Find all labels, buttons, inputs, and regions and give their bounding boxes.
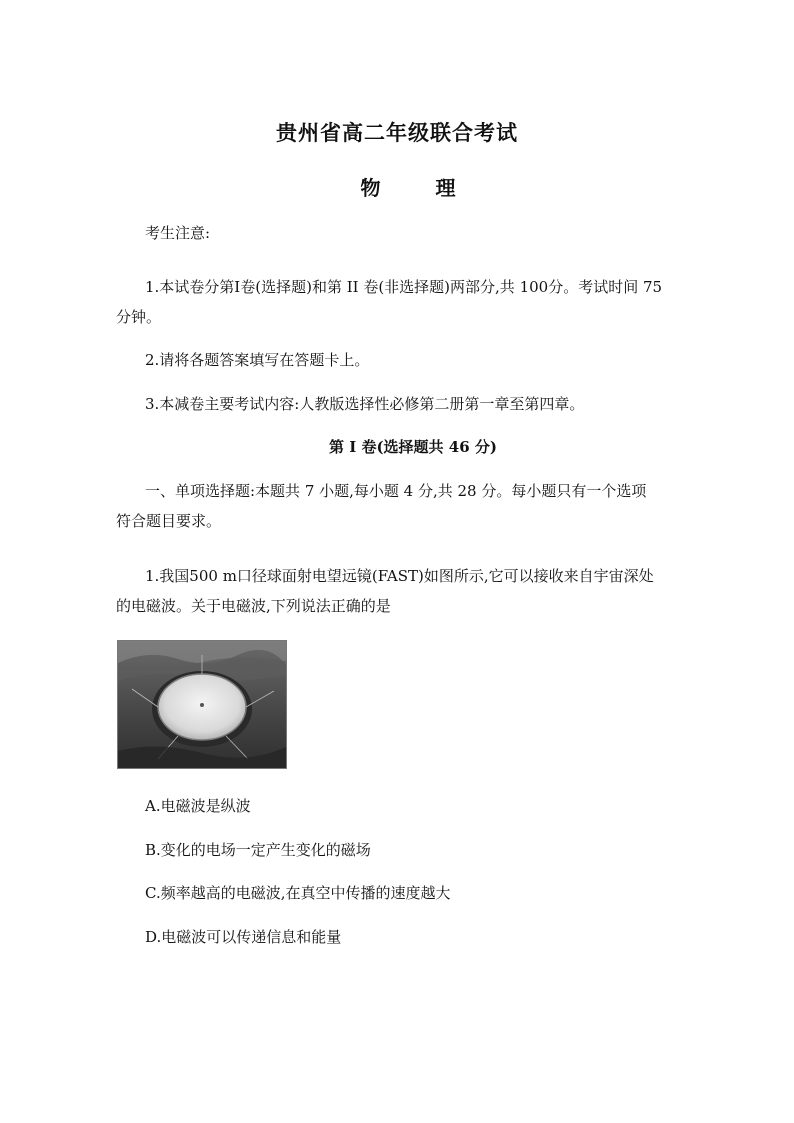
- notice-item-1-continued: 分钟。: [116, 308, 162, 326]
- option-c: C.频率越高的电磁波,在真空中传播的速度越大: [145, 884, 451, 902]
- fast-telescope-photo: [117, 640, 287, 769]
- option-b: B.变化的电场一定产生变化的磁场: [145, 841, 371, 859]
- exam-title: 贵州省高二年级联合考试: [276, 120, 518, 145]
- notice-item-3: 3.本减卷主要考试内容:人教版选择性必修第二册第一章至第四章。: [145, 395, 585, 413]
- option-d: D.电磁波可以传递信息和能量: [145, 928, 342, 946]
- notice-item-1: 1.本试卷分第Ⅰ卷(选择题)和第 II 卷(非选择题)两部分,共 100分。考试时间 75: [145, 278, 663, 296]
- notice-heading: 考生注意:: [145, 224, 211, 242]
- question-1-stem-continued: 的电磁波。关于电磁波,下列说法正确的是: [116, 597, 391, 615]
- notice-item-2: 2.请将各题答案填写在答题卡上。: [145, 351, 370, 369]
- option-a: A.电磁波是纵波: [145, 797, 251, 815]
- question-1-stem: 1.我国500 m口径球面射电望远镜(FAST)如图所示,它可以接收来自宇宙深处: [145, 567, 654, 585]
- section-instruction-continued: 符合题目要求。: [116, 512, 222, 530]
- section-title: 第 I 卷(选择题共 46 分): [329, 438, 497, 456]
- subject-title: 物 理: [360, 176, 480, 200]
- section-instruction: 一、单项选择题:本题共 7 小题,每小题 4 分,共 28 分。每小题只有一个选项: [145, 482, 647, 500]
